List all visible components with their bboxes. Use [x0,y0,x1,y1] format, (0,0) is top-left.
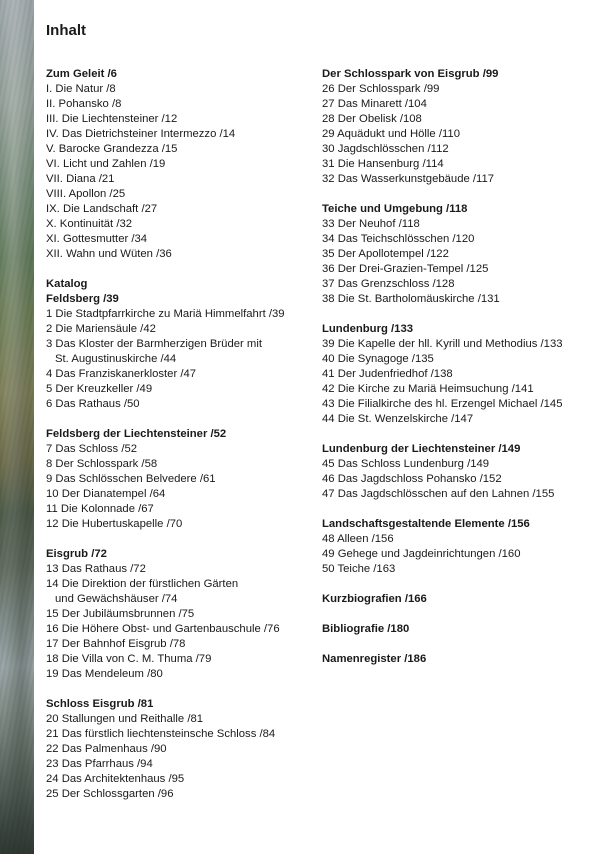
section-heading: Kurzbiografien /166 [322,593,427,605]
toc-entry: IV. Das Dietrichsteiner Intermezzo /14 [46,128,236,140]
toc-entry: 14 Die Direktion der fürstlichen Gärten [46,578,239,590]
toc-entry: XI. Gottesmutter /34 [46,233,148,245]
toc-section [322,622,592,637]
toc-column-left [46,67,301,817]
section-heading: Landschaftsgestaltende Elemente /156 [322,518,530,530]
toc-entry: 2 Die Mariensäule /42 [46,323,156,335]
toc-entry: XII. Wahn und Wüten /36 [46,248,172,260]
toc-entry: IX. Die Landschaft /27 [46,203,158,215]
section-heading: Bibliografie /180 [322,623,410,635]
toc-entry: V. Barocke Grandezza /15 [46,143,178,155]
cover-painting-strip [0,0,34,854]
section-subheading: Feldsberg /39 [46,293,119,305]
toc-entry: 35 Der Apollotempel /122 [322,248,449,260]
toc-entry: 6 Das Rathaus /50 [46,398,140,410]
toc-section [46,67,301,262]
toc-section [322,202,592,307]
toc-entry: 11 Die Kolonnade /67 [46,503,154,515]
toc-section [46,277,301,412]
toc-section [46,427,301,532]
toc-entry: 48 Alleen /156 [322,533,394,545]
toc-entry: 5 Der Kreuzkeller /49 [46,383,153,395]
toc-entry: 4 Das Franziskanerkloster /47 [46,368,197,380]
toc-entry: 17 Der Bahnhof Eisgrub /78 [46,638,186,650]
toc-entry: 24 Das Architektenhaus /95 [46,773,185,785]
section-heading: Lundenburg /133 [322,323,414,335]
section-heading: Feldsberg der Liechtensteiner /52 [46,428,227,440]
toc-entry: 45 Das Schloss Lundenburg /149 [322,458,490,470]
toc-entry: 46 Das Jagdschloss Pohansko /152 [322,473,502,485]
toc-entry: 10 Der Dianatempel /64 [46,488,166,500]
toc-entry: 12 Die Hubertuskapelle /70 [46,518,183,530]
page-title: Inhalt [46,22,86,39]
toc-section [322,442,592,502]
section-heading: Zum Geleit /6 [46,68,117,80]
toc-entry: 9 Das Schlösschen Belvedere /61 [46,473,216,485]
section-heading: Namenregister /186 [322,653,427,665]
toc-entry: 30 Jagdschlösschen /112 [322,143,449,155]
toc-entry: 40 Die Synagoge /135 [322,353,434,365]
toc-entry: 16 Die Höhere Obst- und Gartenbauschule /76 [46,623,280,635]
toc-entry: VIII. Apollon /25 [46,188,126,200]
toc-entry: 47 Das Jagdschlösschen auf den Lahnen /155 [322,488,555,500]
toc-entry: 15 Der Jubiläumsbrunnen /75 [46,608,195,620]
toc-entry: I. Die Natur /8 [46,83,116,95]
toc-section [322,517,592,577]
toc-entry: 23 Das Pfarrhaus /94 [46,758,153,770]
toc-entry: 3 Das Kloster der Barmherzigen Brüder mit [46,338,262,350]
toc-section [322,652,592,667]
toc-entry: 42 Die Kirche zu Mariä Heimsuchung /141 [322,383,534,395]
toc-entry: 13 Das Rathaus /72 [46,563,146,575]
toc-entry: 29 Aquädukt und Hölle /110 [322,128,460,140]
toc-entry-continuation: St. Augustinuskirche /44 [55,353,177,365]
toc-entry: 25 Der Schlossgarten /96 [46,788,174,800]
toc-entry: VII. Diana /21 [46,173,115,185]
section-heading: Der Schlosspark von Eisgrub /99 [322,68,499,80]
toc-entry: 41 Der Judenfriedhof /138 [322,368,453,380]
section-heading: Schloss Eisgrub /81 [46,698,154,710]
toc-entry: 22 Das Palmenhaus /90 [46,743,167,755]
toc-entry: 49 Gehege und Jagdeinrichtungen /160 [322,548,521,560]
section-heading: Teiche und Umgebung /118 [322,203,468,215]
toc-entry: 37 Das Grenzschloss /128 [322,278,455,290]
section-heading: Katalog [46,278,88,290]
toc-entry: 50 Teiche /163 [322,563,396,575]
toc-entry: III. Die Liechtensteiner /12 [46,113,178,125]
toc-entry-continuation: und Gewächshäuser /74 [55,593,178,605]
toc-entry: 44 Die St. Wenzelskirche /147 [322,413,474,425]
toc-section [46,547,301,682]
toc-entry: 19 Das Mendeleum /80 [46,668,163,680]
toc-entry: 36 Der Drei-Grazien-Tempel /125 [322,263,489,275]
toc-entry: 43 Die Filialkirche des hl. Erzengel Michael /145 [322,398,563,410]
toc-entry: 39 Die Kapelle der hll. Kyrill und Methodius /133 [322,338,563,350]
toc-entry: 28 Der Obelisk /108 [322,113,422,125]
toc-entry: 7 Das Schloss /52 [46,443,138,455]
toc-section [322,322,592,427]
toc-entry: 38 Die St. Bartholomäuskirche /131 [322,293,500,305]
toc-entry: 1 Die Stadtpfarrkirche zu Mariä Himmelfahrt /39 [46,308,285,320]
toc-entry: VI. Licht und Zahlen /19 [46,158,166,170]
toc-entry: 18 Die Villa von C. M. Thuma /79 [46,653,212,665]
toc-entry: 31 Die Hansenburg /114 [322,158,444,170]
toc-column-right [322,67,592,682]
section-heading: Eisgrub /72 [46,548,107,560]
section-heading: Lundenburg der Liechtensteiner /149 [322,443,521,455]
toc-entry: 8 Der Schlosspark /58 [46,458,158,470]
toc-entry: X. Kontinuität /32 [46,218,133,230]
toc-section [322,67,592,187]
toc-entry: 27 Das Minarett /104 [322,98,427,110]
toc-entry: II. Pohansko /8 [46,98,122,110]
toc-section [46,697,301,802]
toc-section [322,592,592,607]
toc-entry: 26 Der Schlosspark /99 [322,83,440,95]
toc-entry: 20 Stallungen und Reithalle /81 [46,713,204,725]
toc-entry: 21 Das fürstlich liechtensteinsche Schloss /84 [46,728,276,740]
toc-entry: 34 Das Teichschlösschen /120 [322,233,475,245]
toc-entry: 33 Der Neuhof /118 [322,218,420,230]
toc-entry: 32 Das Wasserkunstgebäude /117 [322,173,495,185]
